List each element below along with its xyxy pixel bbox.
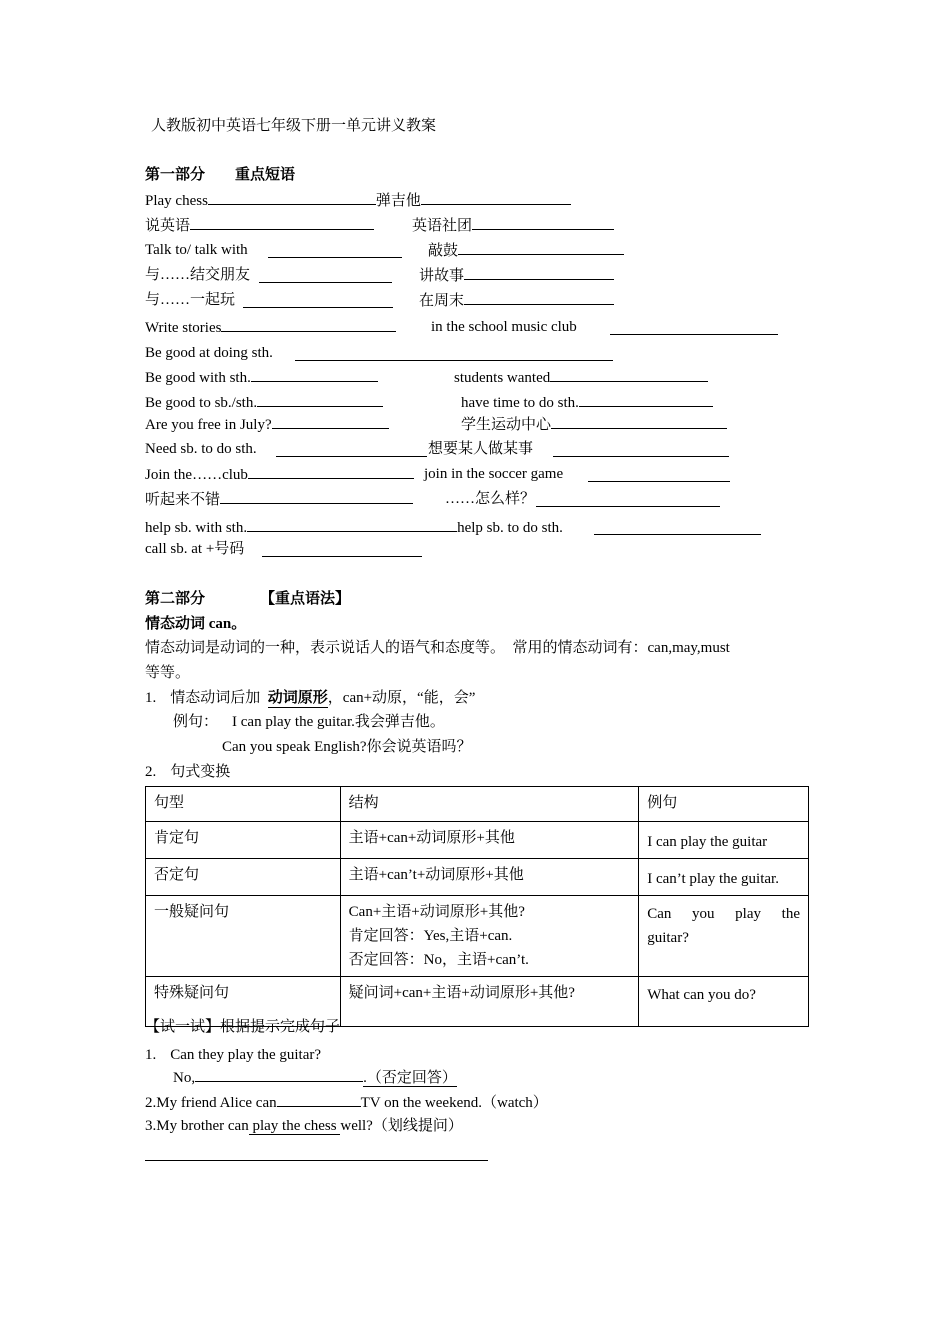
phrase-row xyxy=(145,489,413,510)
example-text: What can you do? xyxy=(647,987,756,1003)
phrase: 英语社团 xyxy=(412,218,473,234)
exercise-question xyxy=(145,1045,321,1065)
phrase-row xyxy=(412,215,614,236)
phrase-row xyxy=(431,317,577,337)
answer-blank[interactable] xyxy=(277,1092,361,1107)
example-sentence: Can you speak English?你会说英语吗？ xyxy=(222,739,472,755)
list-number: 2. xyxy=(145,764,157,780)
part2-subheading: 【重点语法】 xyxy=(260,591,351,607)
answer-blank[interactable] xyxy=(295,346,613,361)
question-text: Can they play the guitar? xyxy=(170,1047,322,1063)
answer-blank[interactable] xyxy=(195,1067,363,1082)
table-header: 例句 xyxy=(639,787,809,822)
phrase: Are you free in July? xyxy=(145,417,272,433)
point-1 xyxy=(145,688,475,708)
example-text: I can’t play the guitar. xyxy=(647,871,779,887)
answer-blank[interactable] xyxy=(272,414,389,429)
phrase-row xyxy=(145,343,273,363)
table-cell xyxy=(639,896,809,977)
answer-blank[interactable] xyxy=(220,489,413,504)
answer-blank[interactable] xyxy=(550,367,708,382)
answer-blank[interactable] xyxy=(464,265,614,280)
grammar-topic: 情态动词 can。 xyxy=(145,616,247,632)
example-text: I can play the guitar xyxy=(647,834,768,850)
exercise-heading: 【试一试】根据提示完成句子 xyxy=(145,1019,341,1035)
table-cell: 特殊疑问句 xyxy=(146,977,341,1027)
answer-blank[interactable] xyxy=(190,215,374,230)
table-cell: 主语+can’t+动词原形+其他 xyxy=(340,859,639,896)
table-row xyxy=(146,822,809,859)
table-cell: 否定句 xyxy=(146,859,341,896)
answer-blank[interactable] xyxy=(458,240,624,255)
phrase-row xyxy=(145,265,250,285)
point-text: ，can+动原，“能，会” xyxy=(327,690,476,706)
answer-blank[interactable] xyxy=(588,467,730,482)
answer-blank[interactable] xyxy=(243,293,393,308)
point-text: 情态动词后加 xyxy=(170,690,261,706)
example-text: guitar? xyxy=(647,930,689,946)
list-number: 1. xyxy=(145,690,157,706)
answer-blank[interactable] xyxy=(551,414,727,429)
phrase-row xyxy=(424,464,563,484)
answer-blank[interactable] xyxy=(421,190,571,205)
example-line xyxy=(173,712,445,732)
phrase: Be good with sth. xyxy=(145,370,251,386)
phrase: help sb. to do sth. xyxy=(457,520,563,536)
table-header: 结构 xyxy=(340,787,639,822)
phrase-row xyxy=(145,317,396,338)
phrase-row xyxy=(145,240,248,260)
phrase: 讲故事 xyxy=(419,268,465,284)
table-header: 句型 xyxy=(146,787,341,822)
phrase-row xyxy=(419,265,614,286)
table-cell xyxy=(340,896,639,977)
exercise-question xyxy=(145,1092,548,1113)
phrase: Need sb. to do sth. xyxy=(145,441,257,457)
table-cell: 主语+can+动词原形+其他 xyxy=(340,822,639,859)
structure-line: 否定回答：No，主语+can’t. xyxy=(348,952,529,968)
phrase: help sb. with sth. xyxy=(145,520,248,536)
phrase: 与……结交朋友 xyxy=(145,267,251,283)
exercise-answer-line xyxy=(173,1067,457,1088)
intro-text: 情态动词是动词的一种，表示说话人的语气和态度等。 常用的情态动词有：can,may,must xyxy=(145,640,730,656)
phrase-row xyxy=(461,414,727,435)
phrase: Talk to/ talk with xyxy=(145,242,248,258)
answer-blank[interactable] xyxy=(536,492,720,507)
answer-blank[interactable] xyxy=(610,320,778,335)
answer-blank[interactable] xyxy=(579,392,713,407)
part1-label: 第一部分 xyxy=(145,167,206,183)
phrase: 与……一起玩 xyxy=(145,292,236,308)
example-text: Can you play the xyxy=(647,906,800,922)
phrase-row xyxy=(145,290,235,310)
list-number: 1. xyxy=(145,1047,157,1063)
phrase-row xyxy=(145,539,244,559)
phrase: students wanted xyxy=(454,370,551,386)
phrase: Join the……club xyxy=(145,467,248,483)
answer-blank[interactable] xyxy=(251,367,378,382)
phrase: 听起来不错 xyxy=(145,492,221,508)
page-title: 人教版初中英语七年级下册一单元讲义教案 xyxy=(151,118,437,134)
phrase-row xyxy=(454,367,708,388)
answer-blank[interactable] xyxy=(248,464,414,479)
phrase: call sb. at +号码 xyxy=(145,541,245,557)
phrase-row xyxy=(145,464,414,485)
example-sentence: I can play the guitar.我会弹吉他。 xyxy=(232,714,445,730)
phrase: 在周末 xyxy=(419,293,465,309)
phrase: 弹吉他 xyxy=(375,193,421,209)
phrase: ……怎么样？ xyxy=(445,491,536,507)
phrase-row xyxy=(428,240,624,261)
question-text: well?（划线提问） xyxy=(340,1118,463,1134)
question-text: 3.My brother can xyxy=(145,1118,249,1134)
point-text: 句式变换 xyxy=(170,764,231,780)
answer-blank[interactable] xyxy=(208,190,376,205)
question-text: 2.My friend Alice can xyxy=(145,1095,277,1111)
point-2 xyxy=(145,762,230,782)
intro-text: 等等。 xyxy=(145,665,191,681)
answer-blank[interactable] xyxy=(464,290,614,305)
phrase: Be good at doing sth. xyxy=(145,345,273,361)
sentence-pattern-table xyxy=(145,786,809,1027)
answer-blank[interactable] xyxy=(553,442,729,457)
phrase: Write stories xyxy=(145,320,222,336)
hint-text: .（否定回答） xyxy=(363,1070,457,1086)
table-cell: 疑问词+can+主语+动词原形+其他? xyxy=(340,977,639,1027)
table-cell xyxy=(639,859,809,896)
example-label: 例句： xyxy=(173,714,219,730)
answer-prefix: No, xyxy=(173,1070,196,1086)
phrase: join in the soccer game xyxy=(424,466,564,482)
phrase-row xyxy=(145,439,257,459)
phrase-row xyxy=(145,414,389,435)
table-row xyxy=(146,896,809,977)
phrase-row xyxy=(461,392,713,413)
structure-line: 肯定回答：Yes,主语+can. xyxy=(348,928,513,944)
phrase-row xyxy=(145,517,563,538)
phrase-row xyxy=(145,215,374,236)
question-text: TV on the weekend.（watch） xyxy=(360,1095,548,1111)
phrase-row xyxy=(419,290,614,311)
answer-blank[interactable] xyxy=(594,520,761,535)
table-cell xyxy=(639,977,809,1027)
answer-blank[interactable] xyxy=(221,317,396,332)
part1-heading xyxy=(145,165,295,185)
phrase-row xyxy=(445,489,535,509)
table-cell: 一般疑问句 xyxy=(146,896,341,977)
phrase: have time to do sth. xyxy=(461,395,579,411)
answer-blank[interactable] xyxy=(276,442,427,457)
part1-subheading: 重点短语 xyxy=(235,167,296,183)
answer-line[interactable] xyxy=(145,1160,488,1161)
exercise-question xyxy=(145,1116,463,1136)
answer-blank[interactable] xyxy=(259,268,392,283)
table-row xyxy=(146,859,809,896)
table-cell xyxy=(639,822,809,859)
phrase-row xyxy=(145,392,383,413)
phrase: 敲鼓 xyxy=(428,243,459,259)
answer-blank[interactable] xyxy=(247,517,457,532)
part2-label: 第二部分 xyxy=(145,591,206,607)
phrase-row xyxy=(428,439,533,459)
answer-blank[interactable] xyxy=(472,215,614,230)
structure-line: Can+主语+动词原形+其他? xyxy=(348,904,525,920)
phrase-row xyxy=(145,190,571,211)
underlined-phrase: play the chess xyxy=(248,1118,341,1134)
table-cell: 肯定句 xyxy=(146,822,341,859)
answer-blank[interactable] xyxy=(262,542,422,557)
answer-blank[interactable] xyxy=(268,243,402,258)
answer-blank[interactable] xyxy=(257,392,383,407)
key-term: 动词原形 xyxy=(267,690,328,706)
phrase: 想要某人做某事 xyxy=(428,441,534,457)
table-header-row xyxy=(146,787,809,822)
part2-heading xyxy=(145,589,350,609)
phrase: 说英语 xyxy=(145,218,191,234)
phrase: Play chess xyxy=(145,193,208,209)
phrase: 学生运动中心 xyxy=(461,417,552,433)
phrase-row xyxy=(145,367,378,388)
phrase: in the school music club xyxy=(431,319,577,335)
phrase: Be good to sb./sth. xyxy=(145,395,258,411)
